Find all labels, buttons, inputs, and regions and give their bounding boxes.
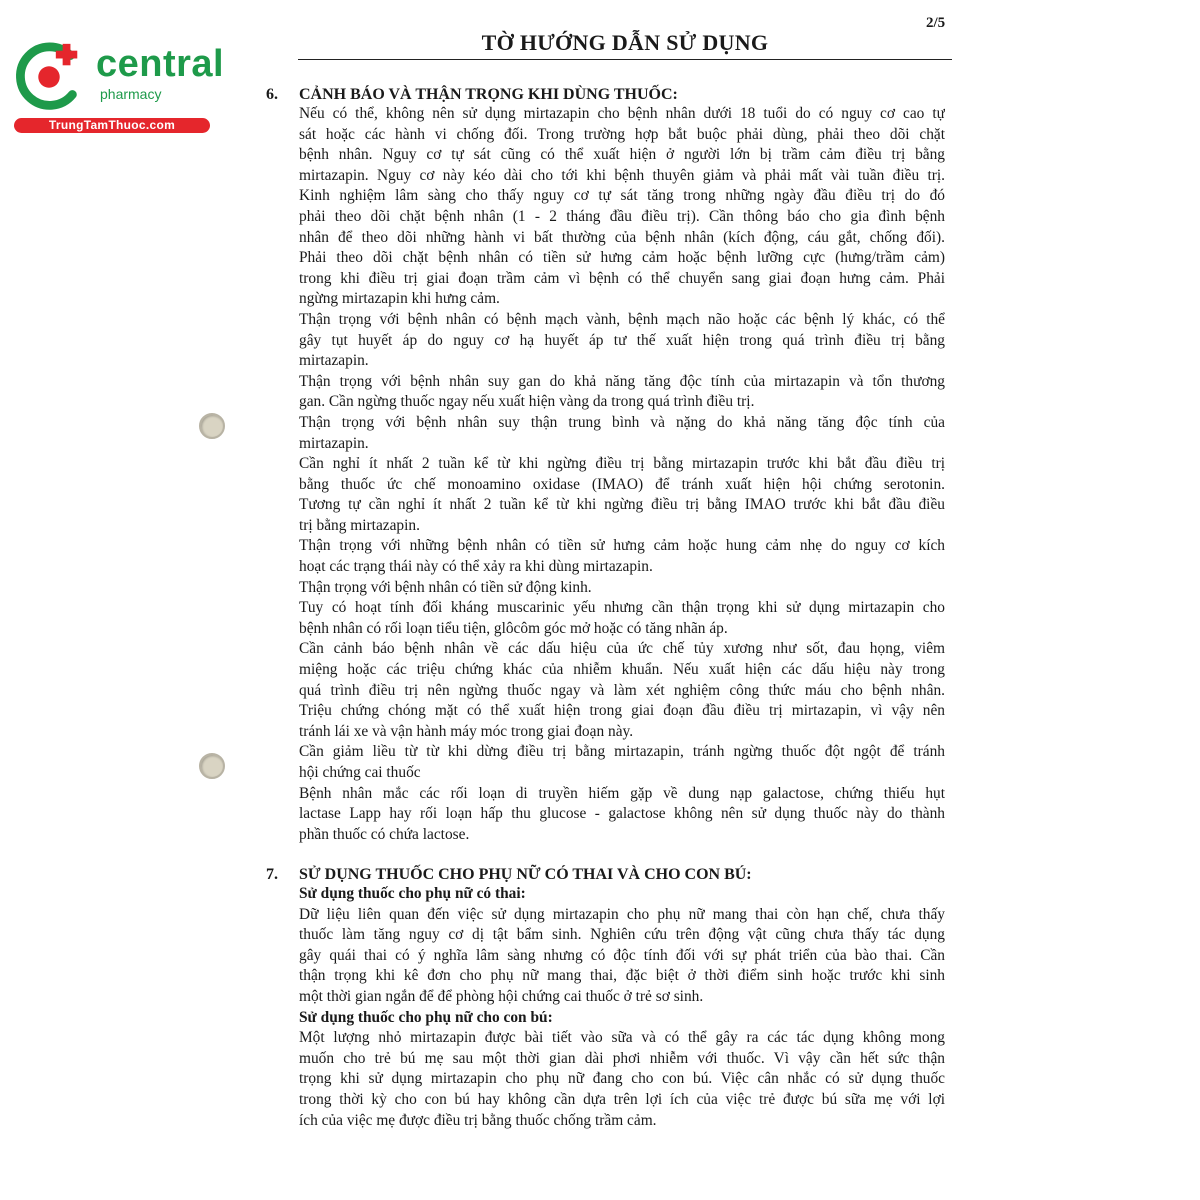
section-title: SỬ DỤNG THUỐC CHO PHỤ NỮ CÓ THAI VÀ CHO CON BÚ: — [299, 866, 752, 883]
body-text-line: Triệu chứng chóng mặt có thể xuất hiện trong giai đoạn đầu điều trị mirtazapin, vì vậy nên — [299, 702, 945, 720]
body-text-line: lactase Lapp hay rối loạn hấp thu glucose - galactose không nên sử dụng thuốc này do thành — [299, 805, 945, 823]
body-text-line: ngừng mirtazapin khi hưng cảm. — [299, 290, 500, 308]
body-text-line: phần thuốc có chứa lactose. — [299, 825, 470, 843]
section-number: 7. — [266, 866, 278, 883]
section-6-body — [299, 104, 945, 845]
body-text-line: Dữ liệu liên quan đến việc sử dụng mirtazapin cho phụ nữ mang thai còn hạn chế, chưa thấy — [299, 905, 945, 923]
body-text-line: trong khi điều trị giai đoạn trầm cảm vì bệnh có thể chuyển sang giai đoạn hưng cảm. Phải — [299, 269, 945, 287]
section-title: CẢNH BÁO VÀ THẬN TRỌNG KHI DÙNG THUỐC: — [299, 86, 678, 103]
body-text-line: Tuy có hoạt tính đối kháng muscarinic yếu nhưng cần thận trọng khi sử dụng mirtazapin cho — [299, 599, 945, 617]
body-text-line: Nếu có thể, không nên sử dụng mirtazapin cho bệnh nhân dưới 18 tuổi do có nguy cơ cao tự — [299, 105, 945, 122]
body-text-line: sát hoặc các hành vi chống đối. Trong trường hợp bắt buộc phải dùng, phải theo dõi chặt — [299, 125, 945, 143]
punch-hole — [199, 413, 225, 439]
body-text-line: Thận trọng với bệnh nhân suy thận trung bình và nặng do khả năng tăng độc tính của — [299, 413, 945, 431]
body-text-line: mirtazapin. — [299, 352, 369, 370]
punch-hole — [199, 753, 225, 779]
body-text-line: mirtazapin. Nguy cơ này kéo dài cho tới khi bệnh thuyên giảm và phải mất vài tuần điều trị. — [299, 166, 945, 184]
body-text-line: bệnh nhân. Nguy cơ tự sát cũng có thể xuất hiện ở người lớn bị trầm cảm điều trị bằng — [299, 146, 945, 164]
body-text-line: Cần giảm liều từ từ khi dừng điều trị bằng mirtazapin, tránh ngừng thuốc đột ngột để tránh — [299, 743, 945, 761]
body-text-line: Bệnh nhân mắc các rối loạn di truyền hiếm gặp về dung nạp galactose, chứng thiếu hụt — [299, 784, 945, 802]
logo-subtitle: pharmacy — [100, 86, 162, 102]
body-text-line: gây tụt huyết áp do nguy cơ hạ huyết áp tư thế xuất hiện trong quá trình điều trị bằng — [299, 331, 945, 349]
body-text-line: Tương tự cần nghỉ ít nhất 2 tuần kể từ khi ngừng điều trị bằng IMAO trước khi bắt đầu điều — [299, 496, 945, 514]
body-text-line: Cần nghỉ ít nhất 2 tuần kể từ khi ngừng điều trị bằng mirtazapin trước khi bắt đầu điều trị — [299, 455, 945, 473]
body-text-line: muốn cho trẻ bú mẹ sau một thời gian dài phơi nhiễm với thuốc. Vì vậy cần hết sức thận — [299, 1049, 945, 1067]
body-text-line: mirtazapin. — [299, 434, 369, 452]
subsection-heading: Sử dụng thuốc cho phụ nữ có thai: — [299, 885, 526, 902]
body-text-line: thuốc làm tăng nguy cơ dị tật bẩm sinh. Nghiên cứu trên động vật cũng chưa thấy tác dụng — [299, 926, 945, 944]
logo-brand-name: central — [96, 43, 225, 85]
body-text-line: tránh lái xe và vận hành máy móc trong giai đoạn này. — [299, 722, 634, 740]
document-title: TỜ HƯỚNG DẪN SỬ DỤNG — [481, 30, 769, 55]
body-text-line: Kinh nghiệm lâm sàng cho thấy nguy cơ tự sát tăng trong những ngày đầu điều trị do đó — [299, 187, 945, 205]
body-text-line: ích của việc mẹ được điều trị bằng thuốc chống trầm cảm. — [299, 1111, 657, 1129]
body-text-line: Cần cảnh báo bệnh nhân về các dấu hiệu của ức chế tủy xương như sốt, đau họng, viêm — [299, 640, 945, 658]
body-text-line: bệnh nhân có rối loạn tiểu tiện, glôcôm góc mở hoặc có tăng nhãn áp. — [299, 619, 728, 637]
body-text-line: hoạt các trạng thái này có thể xảy ra khi dùng mirtazapin. — [299, 558, 653, 576]
subsection-heading: Sử dụng thuốc cho phụ nữ cho con bú: — [299, 1008, 553, 1026]
body-text-line: trong thời kỳ cho con bú hay không cần dựa trên lợi ích của việc trẻ được bú sữa mẹ với lợi — [299, 1090, 945, 1108]
body-text-line: nhân để theo dõi những hành vi bất thường của bệnh nhân (kích động, cáu gắt, chống đối). — [299, 228, 945, 246]
body-text-line: phải theo dõi chặt bệnh nhân (1 - 2 tháng đầu điều trị). Cần thông báo cho gia đình bệnh — [299, 207, 945, 225]
body-text-line: miệng hoặc các triệu chứng khác của nhiễm khuẩn. Nếu xuất hiện các dấu hiệu này trong — [299, 661, 945, 679]
body-text-line: trọng khi sử dụng mirtazapin cho phụ nữ đang cho con bú. Việc cân nhắc có sử dụng thuốc — [299, 1070, 945, 1088]
body-text-line: gây quái thai có ý nghĩa lâm sàng nhưng có độc tính đối với sự phát triển của bào thai. Cần — [299, 946, 945, 964]
body-text-line: gan. Cần ngừng thuốc ngay nếu xuất hiện vàng da trong quá trình điều trị. — [299, 393, 755, 411]
body-text-line: một thời gian ngắn để để phòng hội chứng cai thuốc ở trẻ sơ sinh. — [299, 987, 704, 1005]
title-divider — [298, 59, 952, 60]
body-text-line: Thận trọng với bệnh nhân có bệnh mạch vành, bệnh mạch não hoặc các bệnh lý khác, có thể — [299, 310, 945, 328]
body-text-line: thận trọng khi kê đơn cho phụ nữ mang thai, đặc biệt ở thời điểm sinh hoặc trước khi sinh — [299, 967, 945, 985]
body-text-line: Phải theo dõi chặt bệnh nhân có tiền sử hưng cảm hoặc bệnh lưỡng cực (hưng/trầm cảm) — [299, 249, 945, 267]
section-7-body — [299, 884, 945, 1131]
body-text-line: Thận trọng với bệnh nhân có tiền sử động kinh. — [299, 578, 592, 596]
body-text-line: quá trình điều trị nên ngừng thuốc ngay và làm xét nghiệm công thức máu cho bệnh nhân. — [299, 681, 945, 699]
page-number: 2/5 — [926, 15, 946, 31]
section-number: 6. — [266, 86, 278, 103]
logo-website-link[interactable]: TrungTamThuoc.com — [14, 118, 210, 133]
pharmacy-cross-logo-icon — [10, 38, 88, 116]
central-pharmacy-logo[interactable] — [10, 38, 225, 138]
body-text-line: hội chứng cai thuốc — [299, 764, 421, 781]
body-text-line: bằng thuốc ức chế monoamino oxidase (IMAO) để tránh xuất hiện hội chứng serotonin. — [299, 475, 945, 493]
body-text-line: trị bằng mirtazapin. — [299, 516, 420, 534]
body-text-line: Thận trọng với những bệnh nhân có tiền sử hưng cảm hoặc hung cảm nhẹ do nguy cơ kích — [299, 537, 945, 555]
body-text-line: Một lượng nhỏ mirtazapin được bài tiết vào sữa và có thể gây ra các tác dụng không mong — [299, 1029, 945, 1047]
body-text-line: Thận trọng với bệnh nhân suy gan do khả năng tăng độc tính của mirtazapin và tổn thương — [299, 372, 945, 390]
